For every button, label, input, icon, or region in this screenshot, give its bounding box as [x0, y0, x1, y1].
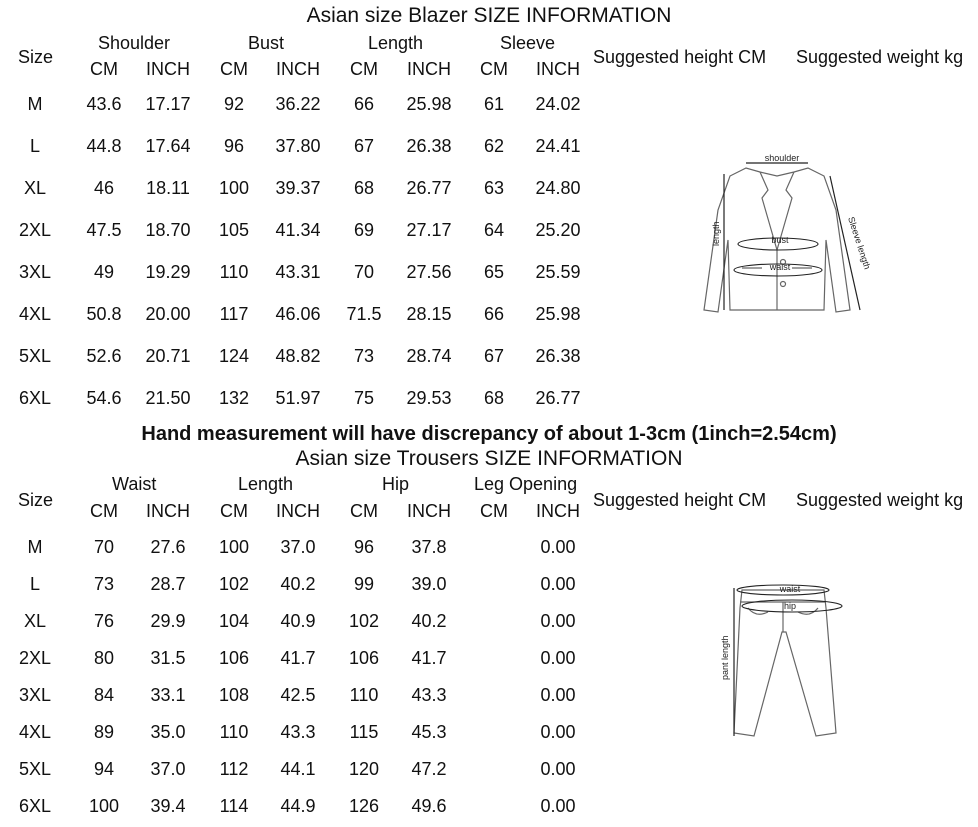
- blazer-table-cell: 68: [483, 388, 505, 408]
- blazer-table-cell: 117: [219, 304, 249, 324]
- trousers-table-cell: 27.6: [150, 537, 186, 557]
- blazer-table-cell: 18.11: [146, 178, 190, 198]
- trousers-table-cell: 44.9: [280, 796, 316, 816]
- trousers-hip-label: hip: [783, 601, 797, 611]
- trousers-subheader-cm: CM: [90, 501, 118, 521]
- trousers-table-cell: 49.6: [411, 796, 447, 816]
- blazer-table-cell: 65: [483, 262, 505, 282]
- trousers-table-cell: 40.2: [280, 574, 316, 594]
- trousers-table-cell: 102: [348, 611, 380, 631]
- blazer-table-cell: 61: [483, 94, 505, 114]
- trousers-table-cell: 45.3: [411, 722, 447, 742]
- blazer-table-cell: 73: [353, 346, 375, 366]
- blazer-table-cell: 69: [353, 220, 375, 240]
- blazer-table-cell: 70: [353, 262, 375, 282]
- trousers-size-cell: 2XL: [18, 648, 52, 668]
- trousers-table-cell: 115: [349, 722, 379, 742]
- blazer-table-cell: 100: [218, 178, 250, 198]
- blazer-subheader-inch: INCH: [536, 59, 580, 79]
- trousers-table-cell: 40.9: [280, 611, 316, 631]
- trousers-table-cell: 0.00: [540, 685, 576, 705]
- blazer-table-cell: 25.98: [535, 304, 581, 324]
- trousers-table-cell: 28.7: [150, 574, 186, 594]
- sleeve-label: Sleeve length: [846, 215, 873, 271]
- trousers-table-cell: 99: [353, 574, 375, 594]
- blazer-table-cell: 19.29: [145, 262, 191, 282]
- blazer-group-shoulder: Shoulder: [98, 33, 171, 53]
- trousers-table-cell: 0.00: [540, 648, 576, 668]
- blazer-size-cell: 4XL: [18, 304, 52, 324]
- blazer-table-cell: 110: [219, 262, 249, 282]
- blazer-table-cell: 25.20: [535, 220, 581, 240]
- trousers-table-cell: 106: [218, 648, 250, 668]
- blazer-table-cell: 28.74: [406, 346, 452, 366]
- trousers-table-cell: 31.5: [150, 648, 186, 668]
- trousers-subheader-inch: INCH: [536, 501, 580, 521]
- blazer-size-cell: 5XL: [18, 346, 52, 366]
- length-label: length: [711, 221, 721, 246]
- blazer-diagram: [690, 150, 880, 325]
- trousers-table-cell: 0.00: [540, 574, 576, 594]
- trousers-table-cell: 0.00: [540, 537, 576, 557]
- trousers-size-cell: 6XL: [18, 796, 52, 816]
- blazer-table-cell: 47.5: [86, 220, 122, 240]
- blazer-table-cell: 67: [353, 136, 375, 156]
- blazer-subheader-cm: CM: [220, 59, 248, 79]
- blazer-suggest-height: Suggested height CM: [593, 47, 767, 67]
- blazer-table-cell: 26.38: [535, 346, 581, 366]
- trousers-size-header: Size: [18, 490, 54, 510]
- trousers-table-cell: 100: [218, 537, 250, 557]
- trousers-suggest-weight: Suggested weight kg: [796, 490, 964, 510]
- trousers-size-cell: XL: [23, 611, 47, 631]
- trousers-waist-label: waist: [779, 584, 801, 594]
- trousers-size-cell: 4XL: [18, 722, 52, 742]
- trousers-group-hip: Hip: [382, 474, 410, 494]
- trousers-table-cell: 112: [219, 759, 249, 779]
- blazer-size-cell: XL: [23, 178, 47, 198]
- blazer-table-cell: 66: [483, 304, 505, 324]
- trousers-table-cell: 76: [93, 611, 115, 631]
- trousers-size-cell: M: [27, 537, 43, 557]
- trousers-subheader-inch: INCH: [276, 501, 320, 521]
- blazer-subheader-inch: INCH: [276, 59, 320, 79]
- pant-length-label: pant length: [720, 635, 730, 680]
- trousers-size-cell: 3XL: [18, 685, 52, 705]
- trousers-diagram: [712, 578, 852, 743]
- trousers-table-cell: 43.3: [280, 722, 316, 742]
- trousers-group-leg-opening: Leg Opening: [474, 474, 578, 494]
- blazer-size-cell: L: [29, 136, 40, 156]
- blazer-table-cell: 132: [218, 388, 250, 408]
- blazer-table-cell: 105: [218, 220, 250, 240]
- blazer-size-cell: M: [27, 94, 43, 114]
- trousers-table-cell: 80: [93, 648, 115, 668]
- blazer-table-cell: 27.17: [406, 220, 452, 240]
- trousers-table-cell: 0.00: [540, 611, 576, 631]
- blazer-table-cell: 20.00: [145, 304, 191, 324]
- blazer-table-cell: 71.5: [346, 304, 382, 324]
- trousers-table-cell: 84: [93, 685, 115, 705]
- blazer-size-cell: 6XL: [18, 388, 52, 408]
- blazer-table-cell: 24.02: [535, 94, 581, 114]
- blazer-table-cell: 49: [93, 262, 115, 282]
- blazer-table-cell: 24.41: [535, 136, 581, 156]
- trousers-table-cell: 114: [219, 796, 249, 816]
- trousers-subheader-cm: CM: [220, 501, 248, 521]
- blazer-table-cell: 20.71: [145, 346, 191, 366]
- trousers-table-cell: 104: [218, 611, 250, 631]
- blazer-table-cell: 26.38: [406, 136, 452, 156]
- trousers-table-cell: 43.3: [411, 685, 447, 705]
- blazer-table-cell: 92: [223, 94, 245, 114]
- trousers-group-waist: Waist: [112, 474, 157, 494]
- trousers-table-cell: 120: [348, 759, 380, 779]
- trousers-table-cell: 73: [93, 574, 115, 594]
- blazer-table-cell: 43.31: [275, 262, 321, 282]
- trousers-table-cell: 40.2: [411, 611, 447, 631]
- trousers-table-cell: 96: [353, 537, 375, 557]
- blazer-table-cell: 46.06: [275, 304, 321, 324]
- trousers-table-cell: 33.1: [150, 685, 186, 705]
- bust-label: bust: [771, 235, 789, 245]
- blazer-suggest-weight: Suggested weight kg: [796, 47, 964, 67]
- trousers-table-cell: 110: [219, 722, 249, 742]
- blazer-table-cell: 44.8: [86, 136, 122, 156]
- blazer-table-cell: 64: [483, 220, 505, 240]
- blazer-table-cell: 75: [353, 388, 375, 408]
- trousers-size-cell: 5XL: [18, 759, 52, 779]
- trousers-table-cell: 89: [93, 722, 115, 742]
- trousers-table-cell: 47.2: [411, 759, 447, 779]
- blazer-subheader-cm: CM: [480, 59, 508, 79]
- blazer-group-length: Length: [368, 33, 424, 53]
- trousers-table-cell: 39.0: [411, 574, 447, 594]
- blazer-size-cell: 2XL: [18, 220, 52, 240]
- blazer-table-cell: 18.70: [145, 220, 191, 240]
- blazer-group-sleeve: Sleeve: [500, 33, 556, 53]
- blazer-table-cell: 48.82: [275, 346, 321, 366]
- blazer-subheader-cm: CM: [90, 59, 118, 79]
- blazer-table-cell: 25.98: [406, 94, 452, 114]
- blazer-table-cell: 26.77: [406, 178, 452, 198]
- blazer-subheader-inch: INCH: [407, 59, 451, 79]
- blazer-title: Asian size Blazer SIZE INFORMATION: [306, 4, 672, 27]
- blazer-table-cell: 17.64: [145, 136, 191, 156]
- blazer-table-cell: 28.15: [406, 304, 452, 324]
- trousers-table-cell: 0.00: [540, 722, 576, 742]
- measurement-note: Hand measurement will have discrepancy of about 1-3cm (1inch=2.54cm): [141, 423, 837, 445]
- blazer-table-cell: 25.59: [535, 262, 581, 282]
- trousers-table-cell: 37.8: [411, 537, 447, 557]
- blazer-table-cell: 27.56: [406, 262, 452, 282]
- blazer-table-cell: 36.22: [275, 94, 321, 114]
- blazer-size-cell: 3XL: [18, 262, 52, 282]
- blazer-table-cell: 24.80: [535, 178, 581, 198]
- waist-label: waist: [769, 262, 791, 272]
- trousers-table-cell: 94: [93, 759, 115, 779]
- blazer-table-cell: 62: [483, 136, 505, 156]
- blazer-table-cell: 43.6: [86, 94, 122, 114]
- blazer-table-cell: 46: [93, 178, 115, 198]
- blazer-table-cell: 51.97: [275, 388, 321, 408]
- blazer-table-cell: 39.37: [275, 178, 321, 198]
- trousers-table-cell: 100: [88, 796, 120, 816]
- blazer-subheader-cm: CM: [350, 59, 378, 79]
- blazer-subheader-inch: INCH: [146, 59, 190, 79]
- shoulder-label: shoulder: [764, 153, 800, 163]
- trousers-table-cell: 35.0: [150, 722, 186, 742]
- blazer-table-cell: 17.17: [145, 94, 191, 114]
- trousers-table-cell: 110: [349, 685, 379, 705]
- blazer-table-cell: 68: [353, 178, 375, 198]
- trousers-table-cell: 37.0: [280, 537, 316, 557]
- blazer-table-cell: 50.8: [86, 304, 122, 324]
- trousers-table-cell: 41.7: [280, 648, 316, 668]
- trousers-subheader-cm: CM: [480, 501, 508, 521]
- trousers-subheader-inch: INCH: [407, 501, 451, 521]
- blazer-table-cell: 52.6: [86, 346, 122, 366]
- trousers-subheader-cm: CM: [350, 501, 378, 521]
- trousers-table-cell: 44.1: [280, 759, 316, 779]
- blazer-table-cell: 66: [353, 94, 375, 114]
- trousers-table-cell: 39.4: [150, 796, 186, 816]
- trousers-suggest-height: Suggested height CM: [593, 490, 767, 510]
- blazer-table-cell: 29.53: [406, 388, 452, 408]
- blazer-group-bust: Bust: [248, 33, 285, 53]
- blazer-table-cell: 67: [483, 346, 505, 366]
- trousers-table-cell: 42.5: [280, 685, 316, 705]
- blazer-size-header: Size: [18, 47, 54, 67]
- blazer-table-cell: 26.77: [535, 388, 581, 408]
- blazer-table-cell: 41.34: [275, 220, 321, 240]
- trousers-table-cell: 126: [348, 796, 380, 816]
- blazer-table-cell: 96: [223, 136, 245, 156]
- blazer-table-cell: 21.50: [145, 388, 191, 408]
- trousers-table-cell: 0.00: [540, 796, 576, 816]
- trousers-table-cell: 102: [218, 574, 250, 594]
- blazer-table-cell: 124: [218, 346, 250, 366]
- trousers-table-cell: 37.0: [150, 759, 186, 779]
- blazer-table-cell: 37.80: [275, 136, 321, 156]
- trousers-table-cell: 70: [93, 537, 115, 557]
- trousers-table-cell: 106: [348, 648, 380, 668]
- trousers-size-cell: L: [29, 574, 40, 594]
- trousers-title: Asian size Trousers SIZE INFORMATION: [295, 447, 683, 470]
- trousers-table-cell: 29.9: [150, 611, 186, 631]
- blazer-table-cell: 63: [483, 178, 505, 198]
- trousers-table-cell: 0.00: [540, 759, 576, 779]
- blazer-table-cell: 54.6: [86, 388, 122, 408]
- trousers-subheader-inch: INCH: [146, 501, 190, 521]
- trousers-table-cell: 41.7: [411, 648, 447, 668]
- trousers-table-cell: 108: [218, 685, 250, 705]
- trousers-group-length: Length: [238, 474, 294, 494]
